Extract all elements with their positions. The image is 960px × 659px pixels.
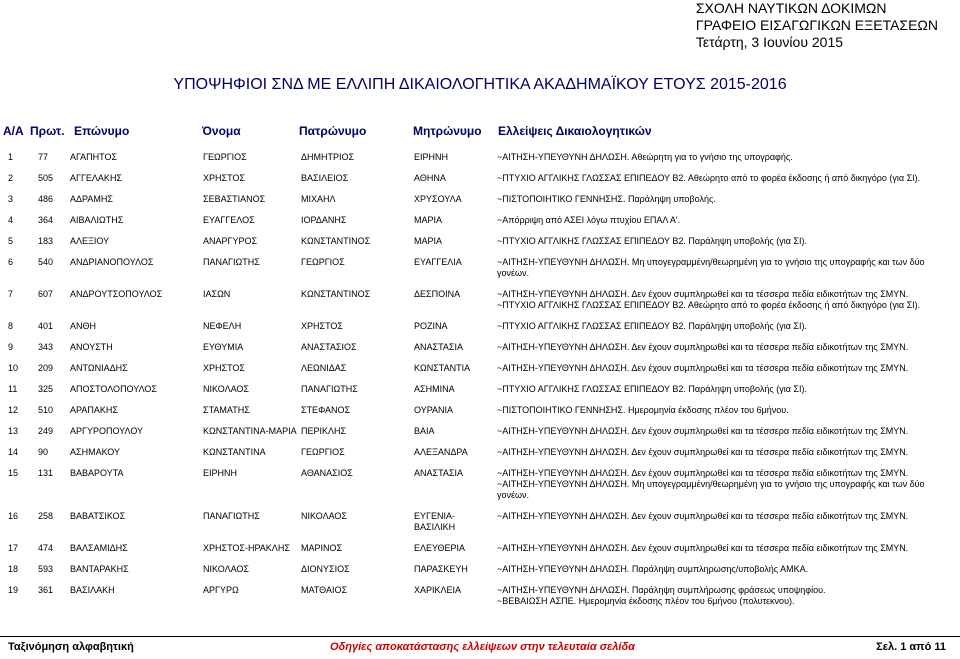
row-surname: ΑΝΘΗ <box>70 321 97 331</box>
table-row <box>0 152 960 173</box>
row-father: ΠΑΝΑΓΙΩΤΗΣ <box>301 384 358 394</box>
row-note: ~ΠΙΣΤΟΠΟΙΗΤΙΚΟ ΓΕΝΝΗΣΗΣ. Ημερομηνία έκδοσης πλέον του 6μήνου. <box>497 405 789 415</box>
table-row <box>0 289 960 321</box>
row-note: ~ΑΙΤΗΣΗ-ΥΠΕΥΘΥΝΗ ΔΗΛΩΣΗ. Αθεώρητη για το γνήσιο της υπογραφής. <box>497 152 793 162</box>
row-surname: ΑΠΟΣΤΟΛΟΠΟΥΛΟΣ <box>70 384 157 394</box>
row-prot: 364 <box>38 215 54 225</box>
row-mother: ΑΘΗΝΑ <box>414 173 446 183</box>
row-prot: 510 <box>38 405 54 415</box>
row-aa: 15 <box>8 468 19 478</box>
table-row <box>0 173 960 194</box>
row-notes <box>497 342 957 353</box>
row-prot: 131 <box>38 468 54 478</box>
row-surname: ΑΔΡΑΜΗΣ <box>70 194 113 204</box>
row-note: ~ΠΙΣΤΟΠΟΙΗΤΙΚΟ ΓΕΝΝΗΣΗΣ. Παράληψη υποβολής. <box>497 194 716 204</box>
row-surname: ΒΑΒΑΤΣΙΚΟΣ <box>70 511 126 521</box>
row-mother: ΑΝΑΣΤΑΣΙΑ <box>414 342 463 352</box>
row-note: ~ΑΙΤΗΣΗ-ΥΠΕΥΘΥΝΗ ΔΗΛΩΣΗ. Μη υπογεγραμμένη/θεωρημένη για το γνήσιο της υπογραφής και των δύο γονέων. <box>497 257 925 278</box>
row-mother: ΕΛΕΥΘΕΡΙΑ <box>414 543 466 553</box>
row-father: ΠΕΡΙΚΛΗΣ <box>301 426 347 436</box>
row-aa: 5 <box>8 236 14 246</box>
row-notes <box>497 511 957 522</box>
row-prot: 90 <box>38 447 49 457</box>
row-aa: 14 <box>8 447 19 457</box>
row-mother: ΚΩΝΣΤΑΝΤΙΑ <box>414 363 471 373</box>
row-name: ΧΡΗΣΤΟΣ <box>203 173 245 183</box>
row-surname: ΑΓΓΕΛΑΚΗΣ <box>70 173 123 183</box>
row-aa: 6 <box>8 257 14 267</box>
table-row <box>0 468 960 511</box>
row-note: ~ΑΙΤΗΣΗ-ΥΠΕΥΘΥΝΗ ΔΗΛΩΣΗ. Δεν έχουν συμπληρωθεί και τα τέσσερα πεδία ειδικοτήτων της ΣΜΥΝ. <box>497 543 909 553</box>
row-notes <box>497 321 957 332</box>
row-prot: 258 <box>38 511 54 521</box>
row-mother: ΕΥΑΓΓΕΛΙΑ <box>414 257 462 267</box>
row-note: ~ΑΙΤΗΣΗ-ΥΠΕΥΘΥΝΗ ΔΗΛΩΣΗ. Δεν έχουν συμπληρωθεί και τα τέσσερα πεδία ειδικοτήτων της ΣΜΥΝ. <box>497 342 909 352</box>
row-mother: ΠΑΡΑΣΚΕΥΗ <box>414 564 468 574</box>
row-name: ΣΕΒΑΣΤΙΑΝΟΣ <box>203 194 266 204</box>
row-prot: 607 <box>38 289 54 299</box>
footer <box>0 641 960 657</box>
row-note: ~ΒΕΒΑΙΩΣΗ ΑΣΠΕ. Ημερομηνία έκδοσης πλέον του 6μήνου (πολυτεκνου). <box>497 596 795 606</box>
row-mother: ΑΝΑΣΤΑΣΙΑ <box>414 468 463 478</box>
row-notes <box>497 447 957 458</box>
row-surname: ΒΑΣΙΛΑΚΗ <box>70 585 115 595</box>
row-surname: ΑΝΤΩΝΙΑΔΗΣ <box>70 363 128 373</box>
row-father: ΧΡΗΣΤΟΣ <box>301 321 343 331</box>
row-notes <box>497 363 957 374</box>
row-surname: ΒΑΛΣΑΜΙΔΗΣ <box>70 543 128 553</box>
row-note: ~ΑΙΤΗΣΗ-ΥΠΕΥΘΥΝΗ ΔΗΛΩΣΗ. Δεν έχουν συμπληρωθεί και τα τέσσερα πεδία ειδικοτήτων της ΣΜΥΝ. <box>497 289 909 299</box>
row-name: ΓΕΩΡΓΙΟΣ <box>203 152 247 162</box>
row-notes <box>497 257 957 279</box>
row-father: ΜΑΡΙΝΟΣ <box>301 543 343 553</box>
row-father: ΚΩΝΣΤΑΝΤΙΝΟΣ <box>301 236 371 246</box>
row-name: ΚΩΝΣΤΑΝΤΙΝΑ <box>203 447 266 457</box>
row-mother: ΑΛΕΞΑΝΔΡΑ <box>414 447 468 457</box>
table-header <box>0 124 960 142</box>
document-date: Τετάρτη, 3 Ιουνίου 2015 <box>695 34 844 50</box>
row-name: ΕΥΑΓΓΕΛΟΣ <box>203 215 255 225</box>
row-note: ~ΠΤΥΧΙΟ ΑΓΓΛΙΚΗΣ ΓΛΩΣΣΑΣ ΕΠΙΠΕΔΟΥ Β2. Παράληψη υποβολής (για ΣΙ). <box>497 384 807 394</box>
row-mother: ΕΥΓΕΝΙΑ-ΒΑΣΙΛΙΚΗ <box>414 511 456 532</box>
row-aa: 17 <box>8 543 19 553</box>
row-prot: 401 <box>38 321 54 331</box>
row-mother: ΧΡΥΣΟΥΛΑ <box>414 194 462 204</box>
row-notes <box>497 152 957 163</box>
row-mother: ΔΕΣΠΟΙΝΑ <box>414 289 461 299</box>
col-mother: Μητρώνυμο <box>413 124 482 138</box>
row-name: ΣΤΑΜΑΤΗΣ <box>203 405 250 415</box>
row-father: ΔΗΜΗΤΡΙΟΣ <box>301 152 355 162</box>
row-father: ΑΘΑΝΑΣΙΟΣ <box>301 468 353 478</box>
row-father: ΒΑΣΙΛΕΙΟΣ <box>301 173 349 183</box>
row-prot: 249 <box>38 426 54 436</box>
table-row <box>0 447 960 468</box>
footer-rule <box>0 636 960 637</box>
row-father: ΜΑΤΘΑΙΟΣ <box>301 585 348 595</box>
row-notes <box>497 585 957 607</box>
row-mother: ΕΙΡΗΝΗ <box>414 152 449 162</box>
table-row <box>0 342 960 363</box>
col-prot: Πρωτ. <box>30 124 65 138</box>
row-name: ΠΑΝΑΓΙΩΤΗΣ <box>203 511 260 521</box>
row-father: ΝΙΚΟΛΑΟΣ <box>301 511 347 521</box>
row-notes <box>497 289 957 311</box>
row-note: ~ΠΤΥΧΙΟ ΑΓΓΛΙΚΗΣ ΓΛΩΣΣΑΣ ΕΠΙΠΕΔΟΥ Β2. Παράληψη υποβολής (για ΣΙ). <box>497 321 807 331</box>
table-row <box>0 543 960 564</box>
row-name: ΑΝΑΡΓΥΡΟΣ <box>203 236 258 246</box>
row-mother: ΡΟΖΙΝΑ <box>414 321 448 331</box>
row-aa: 4 <box>8 215 14 225</box>
row-name: ΧΡΗΣΤΟΣ-ΗΡΑΚΛΗΣ <box>203 543 290 553</box>
col-notes: Ελλείψεις Δικαιολογητικών <box>498 124 652 138</box>
row-notes <box>497 426 957 437</box>
row-prot: 209 <box>38 363 54 373</box>
row-note: ~ΠΤΥΧΙΟ ΑΓΓΛΙΚΗΣ ΓΛΩΣΣΑΣ ΕΠΙΠΕΔΟΥ Β2. Παράληψη υποβολής (για ΣΙ). <box>497 236 807 246</box>
row-prot: 486 <box>38 194 54 204</box>
row-surname: ΑΙΒΑΛΙΩΤΗΣ <box>70 215 124 225</box>
table-row <box>0 426 960 447</box>
table-row <box>0 257 960 289</box>
row-notes <box>497 564 957 575</box>
row-note: ~ΑΙΤΗΣΗ-ΥΠΕΥΘΥΝΗ ΔΗΛΩΣΗ. Δεν έχουν συμπληρωθεί και τα τέσσερα πεδία ειδικοτήτων της ΣΜΥΝ. <box>497 468 909 478</box>
row-father: ΣΤΕΦΑΝΟΣ <box>301 405 351 415</box>
row-prot: 361 <box>38 585 54 595</box>
row-notes <box>497 173 957 184</box>
row-mother: ΜΑΡΙΑ <box>414 215 443 225</box>
row-father: ΙΟΡΔΑΝΗΣ <box>301 215 347 225</box>
row-surname: ΑΛΕΞΙΟΥ <box>70 236 110 246</box>
row-aa: 11 <box>8 384 18 394</box>
row-father: ΓΕΩΡΓΙΟΣ <box>301 447 345 457</box>
row-aa: 18 <box>8 564 19 574</box>
row-notes <box>497 384 957 395</box>
row-mother: ΧΑΡΙΚΛΕΙΑ <box>414 585 462 595</box>
col-aa: Α/Α <box>3 124 24 138</box>
row-name: ΝΙΚΟΛΑΟΣ <box>203 384 249 394</box>
row-surname: ΒΑΒΑΡΟΥΤΑ <box>70 468 124 478</box>
row-prot: 183 <box>38 236 54 246</box>
table-row <box>0 194 960 215</box>
school-name: ΣΧΟΛΗ ΝΑΥΤΙΚΩΝ ΔΟΚΙΜΩΝ <box>695 0 887 16</box>
row-notes <box>497 543 957 554</box>
row-surname: ΒΑΝΤΑΡΑΚΗΣ <box>70 564 129 574</box>
row-father: ΜΙΧΑΗΛ <box>301 194 336 204</box>
row-note: ~ΑΙΤΗΣΗ-ΥΠΕΥΘΥΝΗ ΔΗΛΩΣΗ. Μη υπογεγραμμένη/θεωρημένη για το γνήσιο της υπογραφής και των δύο γονέων. <box>497 479 925 500</box>
row-name: ΕΙΡΗΝΗ <box>203 468 238 478</box>
table-row <box>0 321 960 342</box>
row-aa: 7 <box>8 289 14 299</box>
row-name: ΙΑΣΩΝ <box>203 289 231 299</box>
office-name: ΓΡΑΦΕΙΟ ΕΙΣΑΓΩΓΙΚΩΝ ΕΞΕΤΑΣΕΩΝ <box>695 17 938 33</box>
col-name: Όνομα <box>202 124 241 138</box>
row-prot: 540 <box>38 257 54 267</box>
page-number: Σελ. 1 από 11 <box>876 641 946 653</box>
row-mother: ΜΑΡΙΑ <box>414 236 443 246</box>
row-notes <box>497 194 957 205</box>
row-note: ~ΠΤΥΧΙΟ ΑΓΓΛΙΚΗΣ ΓΛΩΣΣΑΣ ΕΠΙΠΕΔΟΥ Β2. Αθεώρητο από το φορέα έκδοσης ή από δικηγόρο (για ΣΙ). <box>497 173 921 183</box>
row-notes <box>497 405 957 416</box>
row-aa: 16 <box>8 511 19 521</box>
page-title: ΥΠΟΨΗΦΙΟΙ ΣΝΔ ΜΕ ΕΛΛΙΠΗ ΔΙΚΑΙΟΛΟΓΗΤΙΚΑ ΑΚΑΔΗΜΑΪΚΟΥ ΕΤΟΥΣ 2015-2016 <box>173 76 787 93</box>
row-surname: ΑΝΟΥΣΤΗ <box>70 342 113 352</box>
row-name: ΧΡΗΣΤΟΣ <box>203 363 245 373</box>
row-aa: 19 <box>8 585 19 595</box>
row-prot: 343 <box>38 342 54 352</box>
row-note: ~ΑΙΤΗΣΗ-ΥΠΕΥΘΥΝΗ ΔΗΛΩΣΗ. Δεν έχουν συμπληρωθεί και τα τέσσερα πεδία ειδικοτήτων της ΣΜΥΝ. <box>497 447 909 457</box>
row-notes <box>497 468 957 501</box>
row-surname: ΑΡΓΥΡΟΠΟΥΛΟΥ <box>70 426 144 436</box>
col-surname: Επώνυμο <box>74 124 130 138</box>
table-row <box>0 363 960 384</box>
row-notes <box>497 215 957 226</box>
row-aa: 1 <box>8 152 14 162</box>
row-note: ~ΑΙΤΗΣΗ-ΥΠΕΥΘΥΝΗ ΔΗΛΩΣΗ. Παράληψη συμπλήρωσης φράσεως υποψηφίου. <box>497 585 826 595</box>
row-prot: 474 <box>38 543 54 553</box>
row-name: ΑΡΓΥΡΩ <box>203 585 239 595</box>
row-surname: ΑΣΗΜΑΚΟΥ <box>70 447 121 457</box>
sort-order: Ταξινόμηση αλφαβητική <box>8 641 134 653</box>
table-row <box>0 585 960 617</box>
table-row <box>0 215 960 236</box>
row-note: ~ΑΙΤΗΣΗ-ΥΠΕΥΘΥΝΗ ΔΗΛΩΣΗ. Δεν έχουν συμπληρωθεί και τα τέσσερα πεδία ειδικοτήτων της ΣΜΥΝ. <box>497 511 909 521</box>
row-mother: ΒΑΙΑ <box>414 426 435 436</box>
row-surname: ΑΝΔΡΟΥΤΣΟΠΟΥΛΟΣ <box>70 289 163 299</box>
row-name: ΚΩΝΣΤΑΝΤΙΝΑ-ΜΑΡΙΑ <box>203 426 297 436</box>
row-note: ~ΑΙΤΗΣΗ-ΥΠΕΥΘΥΝΗ ΔΗΛΩΣΗ. Παράληψη συμπληρωσης/υποβολής ΑΜΚΑ. <box>497 564 809 574</box>
candidates-table <box>0 152 960 617</box>
table-row <box>0 405 960 426</box>
row-father: ΓΕΩΡΓΙΟΣ <box>301 257 345 267</box>
row-aa: 9 <box>8 342 14 352</box>
row-surname: ΑΝΔΡΙΑΝΟΠΟΥΛΟΣ <box>70 257 154 267</box>
row-aa: 12 <box>8 405 19 415</box>
row-mother: ΟΥΡΑΝΙΑ <box>414 405 454 415</box>
row-aa: 8 <box>8 321 14 331</box>
row-note: ~ΑΙΤΗΣΗ-ΥΠΕΥΘΥΝΗ ΔΗΛΩΣΗ. Δεν έχουν συμπληρωθεί και τα τέσσερα πεδία ειδικοτήτων της ΣΜΥΝ. <box>497 426 909 436</box>
row-name: ΝΙΚΟΛΑΟΣ <box>203 564 249 574</box>
row-father: ΚΩΝΣΤΑΝΤΙΝΟΣ <box>301 289 371 299</box>
table-row <box>0 236 960 257</box>
row-prot: 593 <box>38 564 54 574</box>
row-note: ~ΑΙΤΗΣΗ-ΥΠΕΥΘΥΝΗ ΔΗΛΩΣΗ. Δεν έχουν συμπληρωθεί και τα τέσσερα πεδία ειδικοτήτων της ΣΜΥΝ. <box>497 363 909 373</box>
row-surname: ΑΓΑΠΗΤΟΣ <box>70 152 118 162</box>
table-row <box>0 384 960 405</box>
table-row <box>0 564 960 585</box>
row-father: ΔΙΟΝΥΣΙΟΣ <box>301 564 350 574</box>
row-surname: ΑΡΑΠΑΚΗΣ <box>70 405 118 415</box>
row-aa: 10 <box>8 363 19 373</box>
table-row <box>0 511 960 543</box>
row-aa: 13 <box>8 426 19 436</box>
instructions-note: Οδηγίες αποκατάστασης ελλείψεων στην τελευταία σελίδα <box>330 641 635 653</box>
row-notes <box>497 236 957 247</box>
row-note: ~Απόρριψη από ΑΣΕΙ λόγω πτυχίου ΕΠΑΛ Α'. <box>497 215 681 225</box>
row-aa: 2 <box>8 173 14 183</box>
school-header <box>696 0 938 51</box>
row-aa: 3 <box>8 194 14 204</box>
row-name: ΝΕΦΕΛΗ <box>203 321 242 331</box>
row-mother: ΑΣΗΜΙΝΑ <box>414 384 455 394</box>
row-name: ΕΥΘΥΜΙΑ <box>203 342 244 352</box>
row-name: ΠΑΝΑΓΙΩΤΗΣ <box>203 257 260 267</box>
row-prot: 505 <box>38 173 54 183</box>
row-prot: 77 <box>38 152 49 162</box>
row-prot: 325 <box>38 384 54 394</box>
row-father: ΛΕΩΝΙΔΑΣ <box>301 363 347 373</box>
col-father: Πατρώνυμο <box>299 124 367 138</box>
row-note: ~ΠΤΥΧΙΟ ΑΓΓΛΙΚΗΣ ΓΛΩΣΣΑΣ ΕΠΙΠΕΔΟΥ Β2. Αθεώρητο από το φορέα έκδοσης ή από δικηγόρο (για ΣΙ). <box>497 300 921 310</box>
row-father: ΑΝΑΣΤΑΣΙΟΣ <box>301 342 357 352</box>
